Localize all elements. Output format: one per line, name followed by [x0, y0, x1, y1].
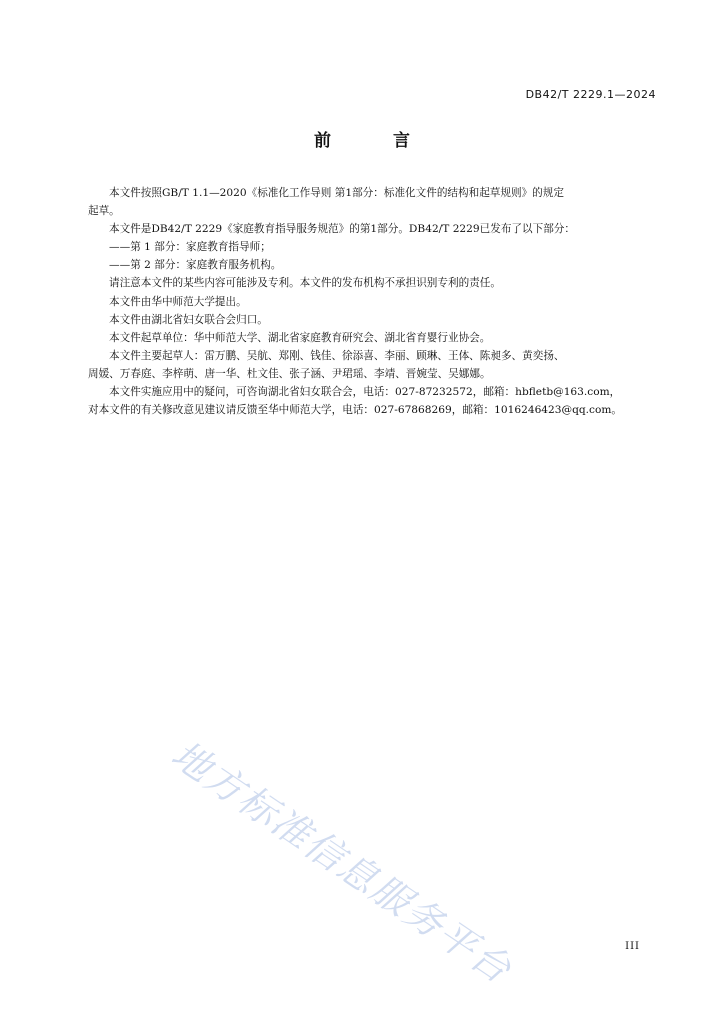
paragraph-line: 周媛、万春庭、李梓萌、唐一华、杜文佳、张子涵、尹珺瑶、李靖、晋婉莹、吴娜娜。 [88, 367, 491, 380]
paragraph-line: 本文件起草单位：华中师范大学、湖北省家庭教育研究会、湖北省育婴行业协会。 [109, 331, 491, 344]
foreword-body [88, 184, 660, 419]
paragraph-line: 本文件主要起草人：雷万鹏、吴航、郑刚、钱佳、徐添喜、李丽、顾琳、王体、陈昶多、黄奕扬、 [109, 349, 565, 362]
list-item: ——第 2 部分：家庭教育服务机构。 [109, 259, 282, 272]
standard-code: DB42/T 2229.1—2024 [525, 88, 656, 101]
paragraph-line: 起草。 [88, 205, 120, 218]
paragraph-line: 本文件按照GB/T 1.1—2020《标准化工作导则 第1部分：标准化文件的结构和起草规则》的规定 [109, 187, 564, 199]
paragraph-line: 本文件是DB42/T 2229《家庭教育指导服务规范》的第1部分。DB42/T 2229已发布了以下部分： [109, 223, 575, 236]
paragraph-line: 本文件由华中师范大学提出。 [109, 295, 247, 308]
list-item: ——第 1 部分：家庭教育指导师； [109, 241, 271, 254]
paragraph-line: 对本文件的有关修改意见建议请反馈至华中师范大学，电话：027-67868269，邮箱：1016246423@qq.com。 [88, 404, 622, 417]
paragraph-line: 请注意本文件的某些内容可能涉及专利。本文件的发布机构不承担识别专利的责任。 [109, 277, 501, 290]
paragraph-line: 本文件实施应用中的疑问，可咨询湖北省妇女联合会，电话：027-87232572，邮箱：hbfletb@163.com， [109, 386, 621, 399]
paragraph-line: 本文件由湖北省妇女联合会归口。 [109, 313, 268, 326]
watermark: 地方标准信息服务平台 [163, 732, 520, 993]
page-number: III [625, 941, 640, 952]
page-title: 前 言 [314, 131, 438, 151]
